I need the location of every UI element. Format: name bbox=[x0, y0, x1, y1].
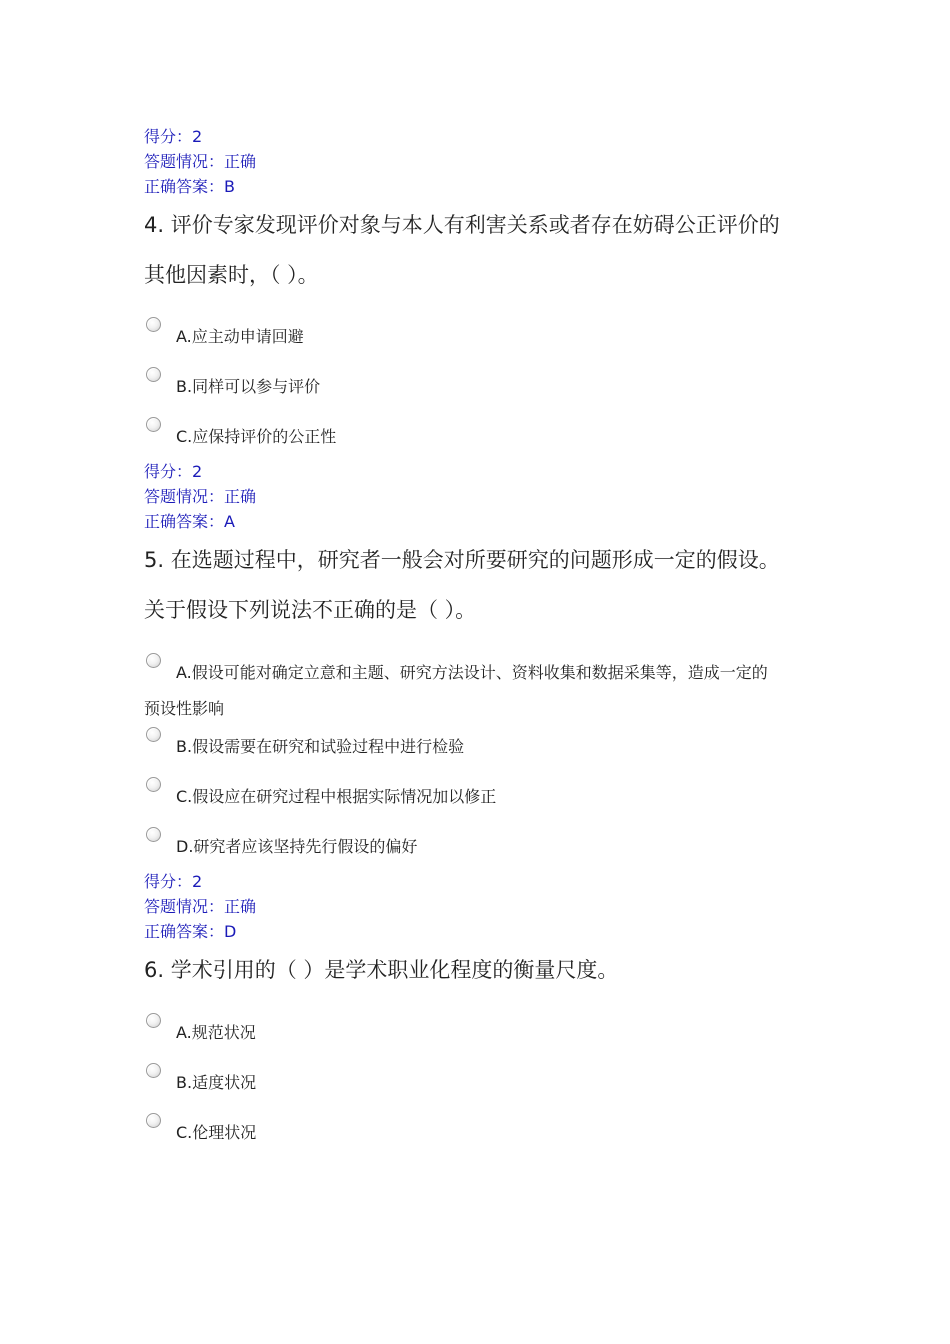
option-label: B.同样可以参与评价 bbox=[176, 377, 321, 396]
question-6-option-a[interactable] bbox=[144, 1013, 844, 1043]
answer-status-text: 答题情况：正确 bbox=[144, 897, 257, 916]
question-4-option-c[interactable] bbox=[144, 417, 844, 447]
question-5-option-a[interactable] bbox=[144, 653, 844, 683]
score-text: 得分：2 bbox=[144, 872, 203, 891]
correct-answer-text: 正确答案：D bbox=[144, 922, 237, 941]
radio-button-icon[interactable] bbox=[146, 1013, 161, 1028]
question-5-option-b[interactable] bbox=[144, 727, 844, 757]
radio-button-icon[interactable] bbox=[146, 777, 161, 792]
radio-button-icon[interactable] bbox=[146, 827, 161, 842]
option-label-continuation: 预设性影响 bbox=[144, 699, 225, 718]
option-label: B.假设需要在研究和试验过程中进行检验 bbox=[176, 737, 465, 756]
answer-status-text: 答题情况：正确 bbox=[144, 487, 257, 506]
question-4-option-a[interactable] bbox=[144, 317, 844, 347]
question-5-option-d[interactable] bbox=[144, 827, 844, 857]
correct-answer-text: 正确答案：B bbox=[144, 177, 235, 196]
option-label: C.伦理状况 bbox=[176, 1123, 257, 1142]
answer-status-text: 答题情况：正确 bbox=[144, 152, 257, 171]
question-4-title-line-2: 其他因素时，（ ）。 bbox=[144, 263, 319, 287]
correct-answer-text: 正确答案：A bbox=[144, 512, 235, 531]
radio-button-icon[interactable] bbox=[146, 1063, 161, 1078]
question-5-title-line-2: 关于假设下列说法不正确的是（ ）。 bbox=[144, 598, 477, 622]
radio-button-icon[interactable] bbox=[146, 653, 161, 668]
question-5-option-c[interactable] bbox=[144, 777, 844, 807]
option-label: A.假设可能对确定立意和主题、研究方法设计、资料收集和数据采集等，造成一定的 bbox=[176, 663, 768, 682]
option-label: C.假设应在研究过程中根据实际情况加以修正 bbox=[176, 787, 497, 806]
question-6-option-c[interactable] bbox=[144, 1113, 844, 1143]
question-4-title-line-1: 4. 评价专家发现评价对象与本人有利害关系或者存在妨碍公正评价的 bbox=[144, 213, 780, 237]
option-label: D.研究者应该坚持先行假设的偏好 bbox=[176, 837, 418, 856]
option-label: B.适度状况 bbox=[176, 1073, 257, 1092]
radio-button-icon[interactable] bbox=[146, 317, 161, 332]
option-label: A.应主动申请回避 bbox=[176, 327, 304, 346]
option-label: A.规范状况 bbox=[176, 1023, 256, 1042]
radio-button-icon[interactable] bbox=[146, 1113, 161, 1128]
question-6-title: 6. 学术引用的（ ）是学术职业化程度的衡量尺度。 bbox=[144, 958, 619, 982]
question-4-option-b[interactable] bbox=[144, 367, 844, 397]
radio-button-icon[interactable] bbox=[146, 367, 161, 382]
score-text: 得分：2 bbox=[144, 462, 203, 481]
radio-button-icon[interactable] bbox=[146, 417, 161, 432]
score-text: 得分：2 bbox=[144, 127, 203, 146]
question-5-title-line-1: 5. 在选题过程中，研究者一般会对所要研究的问题形成一定的假设。 bbox=[144, 548, 780, 572]
radio-button-icon[interactable] bbox=[146, 727, 161, 742]
question-6-option-b[interactable] bbox=[144, 1063, 844, 1093]
option-label: C.应保持评价的公正性 bbox=[176, 427, 337, 446]
